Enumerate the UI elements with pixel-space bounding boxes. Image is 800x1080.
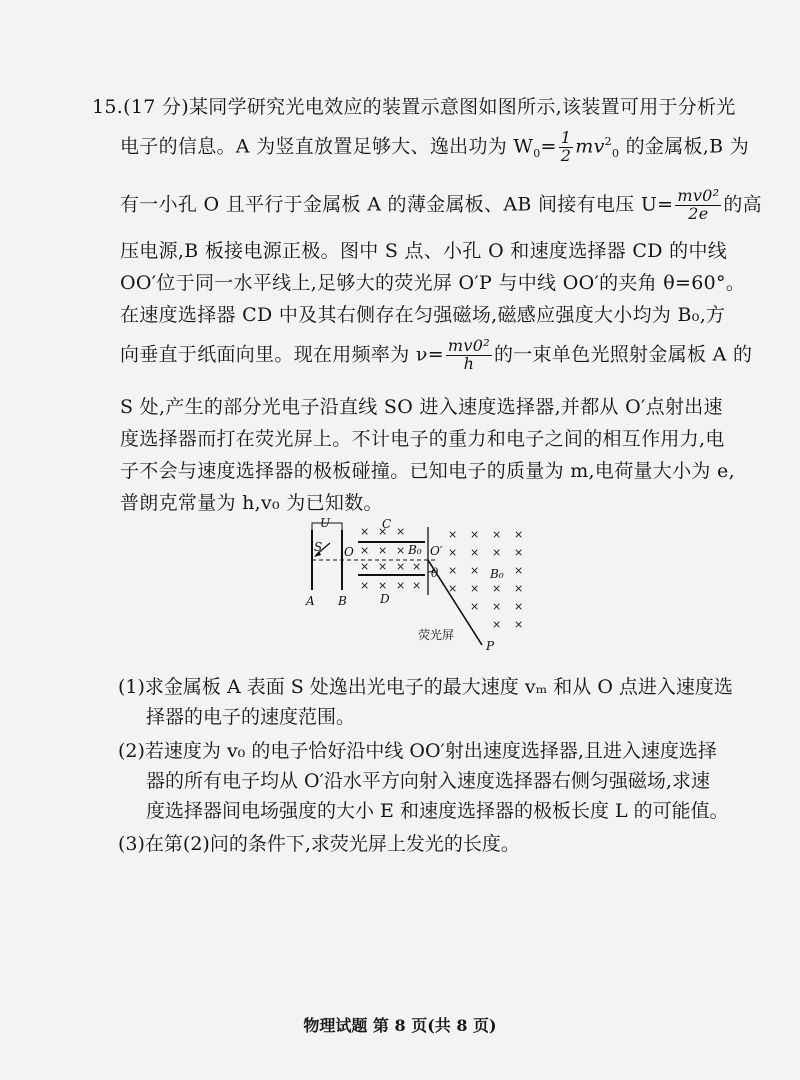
field-cross: ×	[378, 579, 388, 592]
field-cross: ×	[448, 546, 458, 559]
field-cross: ×	[378, 560, 388, 573]
label-screen: 荧光屏	[418, 628, 455, 642]
field-cross: ×	[360, 525, 370, 538]
label-b: B	[338, 594, 347, 608]
field-cross: ×	[514, 528, 524, 541]
magnetic-field-crosses-inner	[360, 525, 421, 592]
question-2-line-2: 器的所有电子均从 O′沿水平方向射入速度选择器右侧匀强磁场,求速	[146, 770, 710, 792]
label-s: S	[314, 540, 323, 554]
problem-line-8: S 处,产生的部分光电子沿直线 SO 进入速度选择器,并都从 O′点射出速	[120, 396, 723, 418]
page-footer: 物理试题 第 8 页(共 8 页)	[303, 1016, 497, 1035]
label-o: O	[344, 545, 354, 559]
problem-number: 15.	[92, 96, 124, 118]
label-u: U	[320, 516, 331, 530]
label-d: D	[380, 592, 390, 606]
problem-line-7: 向垂直于纸面向里。现在用频率为 ν= $\frac{\text{mv0²}}{h}$ 的一束单色光照射金属板 A 的	[120, 336, 753, 373]
question-1-line-2: 择器的电子的速度范围。	[146, 706, 356, 728]
field-cross: ×	[492, 582, 502, 595]
problem-line-6: 在速度选择器 CD 中及其右侧存在匀强磁场,磁感应强度大小均为 B₀,方	[120, 304, 726, 326]
field-cross: ×	[360, 544, 370, 557]
problem-line-1: 15.(17 分)某同学研究光电效应的装置示意图如图所示,该装置可用于分析光	[92, 96, 736, 118]
fraction-half: $\frac{1}{2}$	[560, 128, 572, 165]
label-a: A	[306, 594, 315, 608]
field-cross: ×	[412, 579, 422, 592]
field-cross: ×	[396, 560, 406, 573]
problem-line-4: 压电源,B 板接电源正极。图中 S 点、小孔 O 和速度选择器 CD 的中线	[120, 240, 728, 262]
problem-line-2: 电子的信息。A 为竖直放置足够大、逸出功为 $W_0=$ $\frac{1}{2}$ $mv^2_0$ 的金属板,B 为	[120, 128, 750, 165]
field-cross: ×	[514, 564, 524, 577]
field-cross: ×	[492, 618, 502, 631]
label-p: P	[486, 639, 495, 653]
field-cross: ×	[470, 600, 480, 613]
label-theta: θ	[431, 566, 439, 580]
field-cross: ×	[514, 546, 524, 559]
field-cross: ×	[492, 546, 502, 559]
field-cross: ×	[470, 528, 480, 541]
field-cross: ×	[448, 582, 458, 595]
problem-line-9: 度选择器而打在荧光屏上。不计电子的重力和电子之间的相互作用力,电	[120, 428, 725, 450]
field-cross: ×	[396, 579, 406, 592]
apparatus-diagram	[300, 515, 540, 655]
field-cross: ×	[492, 528, 502, 541]
field-cross: ×	[360, 560, 370, 573]
field-cross: ×	[378, 525, 388, 538]
field-cross: ×	[396, 544, 406, 557]
field-cross: ×	[514, 582, 524, 595]
field-cross: ×	[448, 528, 458, 541]
field-cross: ×	[412, 560, 422, 573]
question-2-line-1: (2)若速度为 v₀ 的电子恰好沿中线 OO′射出速度选择器,且进入速度选择	[118, 740, 717, 762]
field-cross: ×	[470, 582, 480, 595]
problem-line-11: 普朗克常量为 h,v₀ 为已知数。	[120, 492, 383, 514]
problem-line-3: 有一小孔 O 且平行于金属板 A 的薄金属板、AB 间接有电压 U= $\frac{\text{mv0²}}{2e}$ 的高	[120, 186, 762, 223]
field-cross: ×	[514, 600, 524, 613]
field-cross: ×	[470, 546, 480, 559]
problem-line-10: 子不会与速度选择器的极板碰撞。已知电子的质量为 m,电荷量大小为 e,	[120, 460, 735, 482]
field-cross: ×	[492, 600, 502, 613]
magnetic-field-crosses-outer	[448, 528, 523, 631]
field-cross: ×	[470, 564, 480, 577]
fraction-voltage: $\frac{\text{mv0²}}{2e}$	[677, 186, 720, 223]
problem-line-5: OO′位于同一水平线上,足够大的荧光屏 O′P 与中线 OO′的夹角 θ=60°。	[120, 272, 746, 294]
field-cross: ×	[448, 564, 458, 577]
label-c: C	[382, 517, 392, 531]
question-1-line-1: (1)求金属板 A 表面 S 处逸出光电子的最大速度 vₘ 和从 O 点进入速度选	[118, 676, 733, 698]
field-cross: ×	[514, 618, 524, 631]
field-cross: ×	[360, 579, 370, 592]
fraction-frequency: $\frac{\text{mv0²}}{h}$	[447, 336, 490, 373]
label-b0-outer: B₀	[490, 567, 504, 581]
question-3-line-1: (3)在第(2)问的条件下,求荧光屏上发光的长度。	[118, 833, 520, 855]
label-o-prime: O′	[430, 544, 443, 558]
field-cross: ×	[378, 544, 388, 557]
field-cross: ×	[396, 525, 406, 538]
label-b0-inner: B₀	[408, 543, 422, 557]
question-2-line-3: 度选择器间电场强度的大小 E 和速度选择器的极板长度 L 的可能值。	[146, 800, 729, 822]
